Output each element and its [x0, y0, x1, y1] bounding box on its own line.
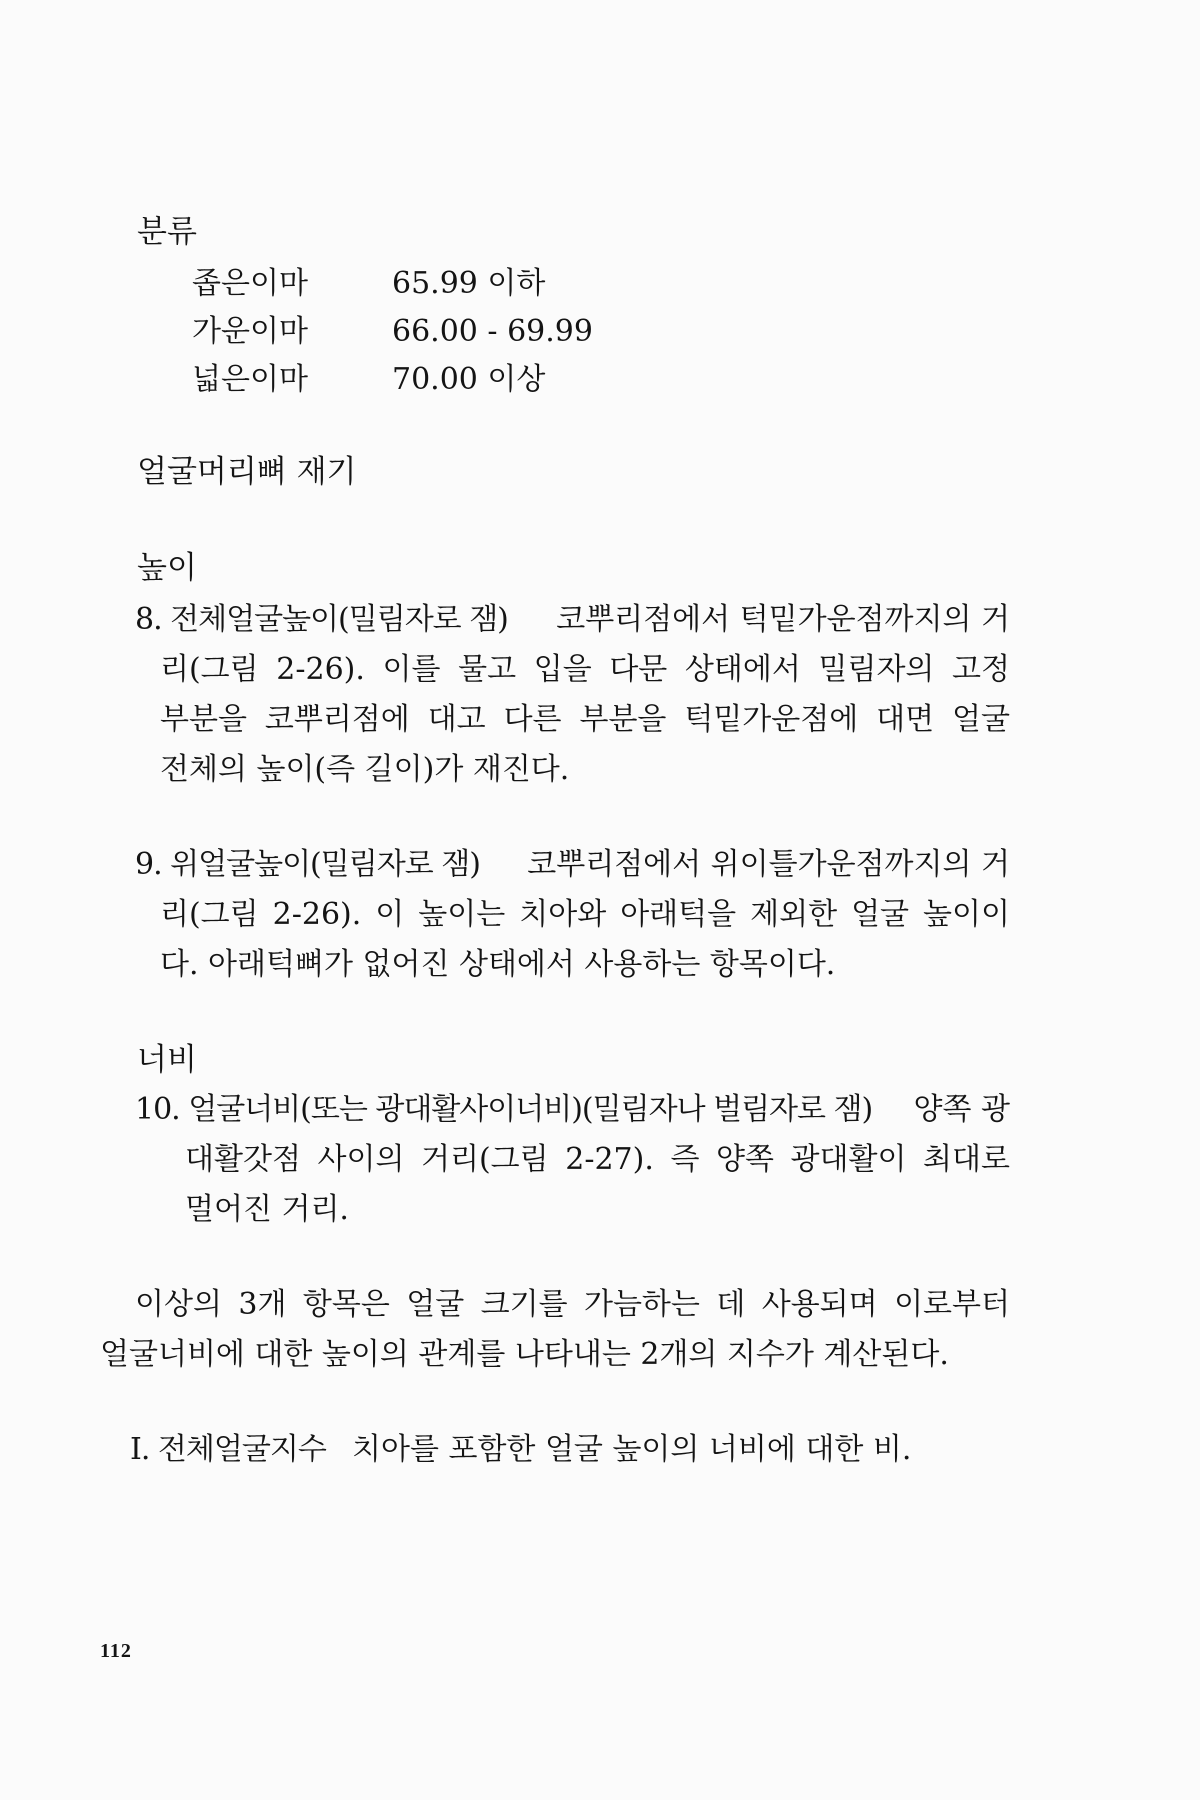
classification-range: 65.99 이하: [392, 266, 546, 301]
classification-heading: 분류: [137, 214, 197, 250]
item-8-line: 부분을 코뿌리점에 대고 다른 부분을 턱밑가운점에 대면 얼굴: [160, 702, 1010, 737]
summary-line: 얼굴너비에 대한 높이의 관계를 나타내는 2개의 지수가 계산된다.: [100, 1337, 949, 1372]
item-10-term: 10. 얼굴너비(또는 광대활사이너비)(밀림자나 벌림자로 잼): [135, 1092, 873, 1127]
item-10-line: 멀어진 거리.: [185, 1192, 349, 1227]
classification-range: 66.00 - 69.99: [392, 314, 593, 349]
index-I-definition: 치아를 포함한 얼굴 높이의 너비에 대한 비.: [352, 1432, 912, 1467]
item-10-definition-start: 양쪽 광: [913, 1092, 1010, 1127]
item-8-line: 리(그림 2-26). 이를 물고 입을 다문 상태에서 밀림자의 고정: [160, 652, 1010, 687]
classification-name: 넓은이마: [192, 362, 308, 397]
page-number: 112: [100, 1640, 132, 1662]
classification-range: 70.00 이상: [392, 362, 546, 397]
item-8-definition-start: 코뿌리점에서 턱밑가운점까지의 거: [556, 602, 1010, 637]
item-9-line: 다. 아래턱뼈가 없어진 상태에서 사용하는 항목이다.: [160, 947, 836, 982]
item-8-term: 8. 전체얼굴높이(밀림자로 잼): [135, 602, 508, 637]
classification-row: [192, 264, 692, 304]
section-title: 얼굴머리뼈 재기: [137, 454, 357, 490]
classification-name: 가운이마: [192, 314, 308, 349]
height-heading: 높이: [137, 550, 197, 586]
classification-name: 좁은이마: [192, 266, 308, 301]
classification-row: [192, 312, 692, 352]
index-I-term: I. 전체얼굴지수: [130, 1432, 326, 1467]
item-10-line: 대활갓점 사이의 거리(그림 2-27). 즉 양쪽 광대활이 최대로: [185, 1142, 1010, 1177]
summary-line: 이상의 3개 항목은 얼굴 크기를 가늠하는 데 사용되며 이로부터: [135, 1287, 1010, 1322]
item-8-line: 전체의 높이(즉 길이)가 재진다.: [160, 752, 570, 787]
width-heading: 너비: [137, 1042, 197, 1078]
item-9-line: 리(그림 2-26). 이 높이는 치아와 아래턱을 제외한 얼굴 높이이: [160, 897, 1010, 932]
item-9-definition-start: 코뿌리점에서 위이틀가운점까지의 거: [527, 847, 1010, 882]
item-9-term: 9. 위얼굴높이(밀림자로 잼): [135, 847, 480, 882]
classification-row: [192, 360, 692, 400]
